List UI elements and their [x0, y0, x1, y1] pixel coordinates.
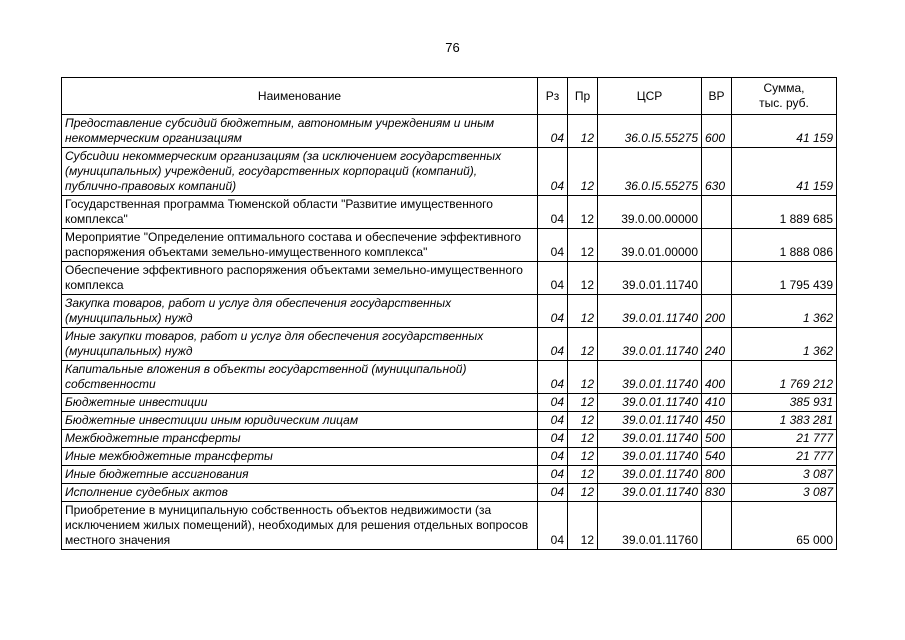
table-row	[62, 295, 837, 328]
cell-name: Иные закупки товаров, работ и услуг для обеспечения государственных (муниципальных) нужд	[62, 328, 538, 361]
cell-sum: 21 777	[732, 430, 837, 448]
table-row	[62, 394, 837, 412]
cell-csr: 39.0.01.11760	[598, 502, 702, 550]
cell-sum: 1 795 439	[732, 262, 837, 295]
table-row	[62, 148, 837, 196]
cell-vr	[702, 229, 732, 262]
table-header-row	[62, 78, 837, 115]
cell-rz: 04	[538, 115, 568, 148]
cell-csr: 39.0.01.11740	[598, 466, 702, 484]
cell-vr: 600	[702, 115, 732, 148]
table-row	[62, 328, 837, 361]
cell-name: Предоставление субсидий бюджетным, автономным учреждениям и иным некоммерческим организациям	[62, 115, 538, 148]
cell-sum: 3 087	[732, 466, 837, 484]
cell-csr: 39.0.01.11740	[598, 394, 702, 412]
cell-vr	[702, 502, 732, 550]
budget-table	[61, 77, 837, 550]
header-sum	[732, 78, 837, 115]
table-row	[62, 229, 837, 262]
cell-pr: 12	[568, 394, 598, 412]
cell-name: Бюджетные инвестиции	[62, 394, 538, 412]
cell-csr: 39.0.01.11740	[598, 262, 702, 295]
cell-csr: 39.0.01.11740	[598, 484, 702, 502]
cell-vr: 540	[702, 448, 732, 466]
cell-pr: 12	[568, 412, 598, 430]
cell-rz: 04	[538, 196, 568, 229]
cell-rz: 04	[538, 502, 568, 550]
cell-sum: 21 777	[732, 448, 837, 466]
cell-rz: 04	[538, 412, 568, 430]
cell-pr: 12	[568, 148, 598, 196]
cell-sum: 385 931	[732, 394, 837, 412]
cell-sum: 1 888 086	[732, 229, 837, 262]
cell-vr: 630	[702, 148, 732, 196]
cell-name: Исполнение судебных актов	[62, 484, 538, 502]
cell-pr: 12	[568, 262, 598, 295]
cell-sum: 1 383 281	[732, 412, 837, 430]
table-row	[62, 484, 837, 502]
cell-csr: 39.0.00.00000	[598, 196, 702, 229]
cell-sum: 1 889 685	[732, 196, 837, 229]
table-row	[62, 430, 837, 448]
cell-pr: 12	[568, 502, 598, 550]
cell-name: Иные межбюджетные трансферты	[62, 448, 538, 466]
cell-vr: 240	[702, 328, 732, 361]
cell-name: Капитальные вложения в объекты государственной (муниципальной) собственности	[62, 361, 538, 394]
cell-rz: 04	[538, 328, 568, 361]
cell-csr: 36.0.I5.55275	[598, 148, 702, 196]
cell-rz: 04	[538, 448, 568, 466]
cell-pr: 12	[568, 484, 598, 502]
cell-sum: 65 000	[732, 502, 837, 550]
cell-sum: 1 362	[732, 328, 837, 361]
header-name: Наименование	[62, 78, 538, 115]
cell-csr: 39.0.01.11740	[598, 430, 702, 448]
cell-sum: 1 362	[732, 295, 837, 328]
cell-rz: 04	[538, 229, 568, 262]
cell-vr: 500	[702, 430, 732, 448]
cell-rz: 04	[538, 430, 568, 448]
cell-vr: 450	[702, 412, 732, 430]
cell-pr: 12	[568, 361, 598, 394]
cell-pr: 12	[568, 229, 598, 262]
header-csr: ЦСР	[598, 78, 702, 115]
cell-name: Мероприятие "Определение оптимального состава и обеспечение эффективного распоряжения объектами земельно-имущественного комплекса"	[62, 229, 538, 262]
cell-pr: 12	[568, 295, 598, 328]
cell-pr: 12	[568, 196, 598, 229]
cell-rz: 04	[538, 361, 568, 394]
cell-pr: 12	[568, 466, 598, 484]
cell-rz: 04	[538, 262, 568, 295]
cell-name: Государственная программа Тюменской области "Развитие имущественного комплекса"	[62, 196, 538, 229]
table-row	[62, 262, 837, 295]
header-vr: ВР	[702, 78, 732, 115]
header-pr: Пр	[568, 78, 598, 115]
cell-csr: 39.0.01.00000	[598, 229, 702, 262]
table-row	[62, 361, 837, 394]
cell-name: Межбюджетные трансферты	[62, 430, 538, 448]
cell-pr: 12	[568, 328, 598, 361]
header-sum-line2: тыс. руб.	[759, 96, 809, 110]
cell-pr: 12	[568, 115, 598, 148]
cell-sum: 41 159	[732, 148, 837, 196]
table-row	[62, 448, 837, 466]
cell-csr: 39.0.01.11740	[598, 295, 702, 328]
cell-vr: 410	[702, 394, 732, 412]
cell-csr: 39.0.01.11740	[598, 328, 702, 361]
cell-vr	[702, 196, 732, 229]
cell-name: Закупка товаров, работ и услуг для обеспечения государственных (муниципальных) нужд	[62, 295, 538, 328]
cell-rz: 04	[538, 295, 568, 328]
page-number: 76	[445, 40, 460, 55]
header-sum-line1: Сумма,	[763, 81, 805, 95]
cell-vr: 830	[702, 484, 732, 502]
cell-sum: 41 159	[732, 115, 837, 148]
cell-vr: 400	[702, 361, 732, 394]
cell-csr: 39.0.01.11740	[598, 412, 702, 430]
table-body	[62, 115, 837, 550]
cell-rz: 04	[538, 148, 568, 196]
cell-vr: 200	[702, 295, 732, 328]
cell-rz: 04	[538, 466, 568, 484]
cell-vr: 800	[702, 466, 732, 484]
cell-rz: 04	[538, 484, 568, 502]
table-row	[62, 502, 837, 550]
cell-pr: 12	[568, 430, 598, 448]
cell-rz: 04	[538, 394, 568, 412]
cell-name: Бюджетные инвестиции иным юридическим лицам	[62, 412, 538, 430]
cell-pr: 12	[568, 448, 598, 466]
cell-csr: 39.0.01.11740	[598, 448, 702, 466]
cell-csr: 39.0.01.11740	[598, 361, 702, 394]
cell-csr: 36.0.I5.55275	[598, 115, 702, 148]
table-row	[62, 115, 837, 148]
header-rz: Рз	[538, 78, 568, 115]
cell-vr	[702, 262, 732, 295]
cell-sum: 3 087	[732, 484, 837, 502]
table-row	[62, 466, 837, 484]
cell-name: Иные бюджетные ассигнования	[62, 466, 538, 484]
cell-name: Обеспечение эффективного распоряжения объектами земельно-имущественного комплекса	[62, 262, 538, 295]
table-row	[62, 196, 837, 229]
cell-name: Субсидии некоммерческим организациям (за исключением государственных (муниципальных) учреждений, государственных корпораций (компаний), публично-правовых компаний)	[62, 148, 538, 196]
cell-name: Приобретение в муниципальную собственность объектов недвижимости (за исключением жилых помещений), необходимых для решения отдельных вопросов местного значения	[62, 502, 538, 550]
table-row	[62, 412, 837, 430]
cell-sum: 1 769 212	[732, 361, 837, 394]
